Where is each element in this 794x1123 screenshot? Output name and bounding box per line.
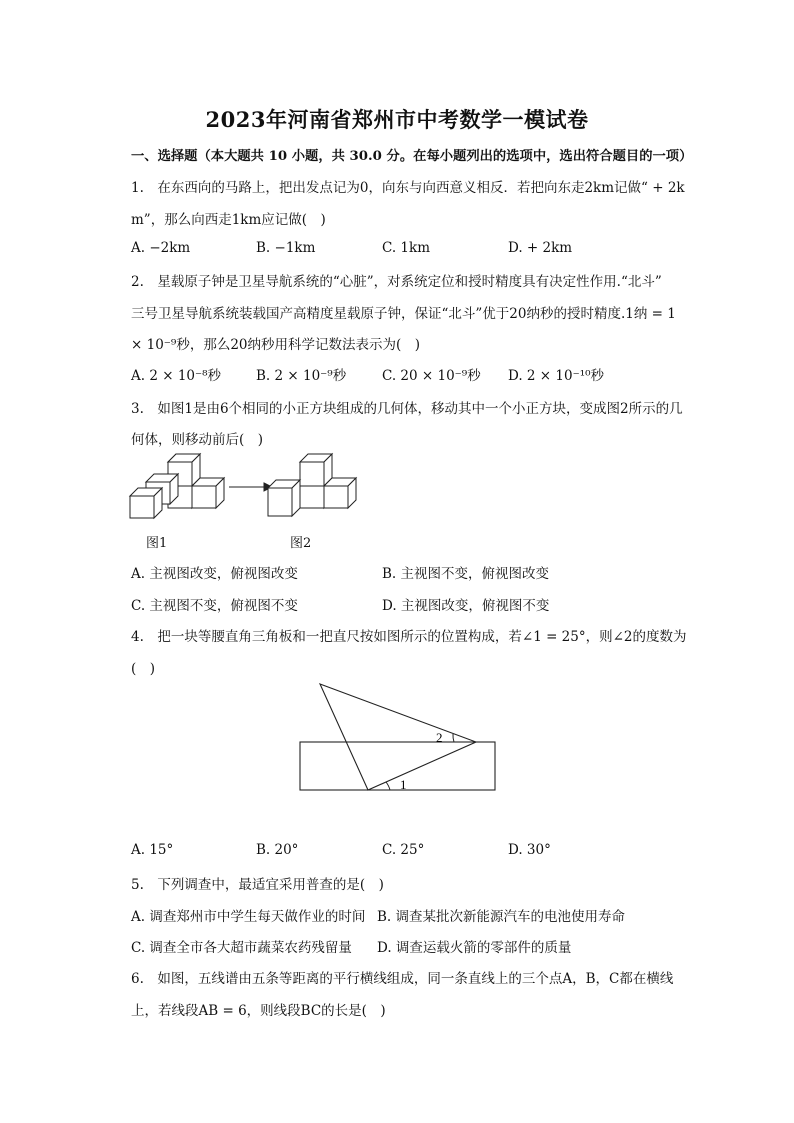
figure-2-caption: 图2 [290, 536, 312, 551]
q1-option-a: A. −2km [131, 240, 191, 256]
question-6-line-1: 6. 如图，五线谱由五条等距离的平行横线组成，同一条直线上的三个点A，B，C都在横线 [131, 971, 674, 987]
q4-option-d: D. 30° [508, 842, 551, 858]
angle-2-arc [453, 734, 454, 742]
q4-option-c: C. 25° [382, 842, 425, 858]
page-title: 2023年河南省郑州市中考数学一模试卷 [205, 107, 589, 132]
q5-option-d: D. 调查运载火箭的零部件的质量 [377, 940, 572, 956]
q4-option-b: B. 20° [256, 842, 299, 858]
angle-2-label: 2 [436, 730, 443, 745]
q2-option-d: D. 2 × 10⁻¹⁰秒 [508, 368, 605, 384]
q1-option-c: C. 1km [382, 240, 431, 256]
question-4-line-1: 4. 把一块等腰直角三角板和一把直尺按如图所示的位置构成，若∠1 = 25°，则∠2的度数为 [131, 629, 687, 645]
ruler-rectangle [300, 742, 495, 790]
q5-option-a: A. 调查郑州市中学生每天做作业的时间 [131, 909, 366, 925]
cube-figures-diagram [128, 452, 360, 526]
figure-1-caption: 图1 [146, 536, 168, 551]
question-1-line-1: 1. 在东西向的马路上，把出发点记为0，向东与向西意义相反．若把向东走2km记做“ + 2k [131, 180, 685, 196]
q3-option-b: B. 主视图不变，俯视图改变 [382, 566, 550, 582]
figure-1-cubes [130, 454, 224, 518]
question-2-line-3: × 10⁻⁹秒，那么20纳秒用科学记数法表示为( ) [131, 337, 421, 353]
question-4-line-2: ( ) [131, 661, 156, 677]
question-2-line-1: 2. 星载原子钟是卫星导航系统的“心脏”，对系统定位和授时精度具有决定性作用.“北斗” [131, 274, 662, 290]
q2-option-b: B. 2 × 10⁻⁹秒 [256, 368, 347, 384]
question-2-line-2: 三号卫星导航系统装载国产高精度星载原子钟，保证“北斗”优于20纳秒的授时精度.1纳 = 1 [131, 306, 676, 322]
q4-option-a: A. 15° [131, 842, 174, 858]
q1-option-d: D. + 2km [508, 240, 573, 256]
question-3-line-1: 3. 如图1是由6个相同的小正方块组成的几何体，移动其中一个小正方块，变成图2所示的几 [131, 401, 683, 417]
q2-option-c: C. 20 × 10⁻⁹秒 [382, 368, 481, 384]
question-1-line-2: m”，那么向西走1km应记做( ) [131, 212, 326, 228]
q3-option-c: C. 主视图不变，俯视图不变 [131, 598, 298, 614]
q5-option-b: B. 调查某批次新能源汽车的电池使用寿命 [377, 909, 626, 925]
question-6-line-2: 上，若线段AB = 6，则线段BC的长是( ) [131, 1003, 386, 1019]
question-5-line-1: 5. 下列调查中，最适宜采用普查的是( ) [131, 877, 384, 893]
q3-option-d: D. 主视图改变，俯视图不变 [382, 598, 550, 614]
triangle-ruler-diagram [290, 676, 510, 798]
q1-option-b: B. −1km [256, 240, 316, 256]
q2-option-a: A. 2 × 10⁻⁸秒 [131, 368, 222, 384]
question-3-line-2: 何体，则移动前后( ) [131, 432, 264, 448]
q5-option-c: C. 调查全市各大超市蔬菜农药残留量 [131, 940, 352, 956]
section-heading: 一、选择题（本大题共 10 小题，共 30.0 分。在每小题列出的选项中，选出符合题目的一项） [131, 149, 693, 164]
angle-1-arc [386, 782, 390, 790]
angle-1-label: 1 [400, 777, 407, 792]
q3-option-a: A. 主视图改变，俯视图改变 [131, 566, 298, 582]
figure-2-cubes [268, 454, 356, 516]
